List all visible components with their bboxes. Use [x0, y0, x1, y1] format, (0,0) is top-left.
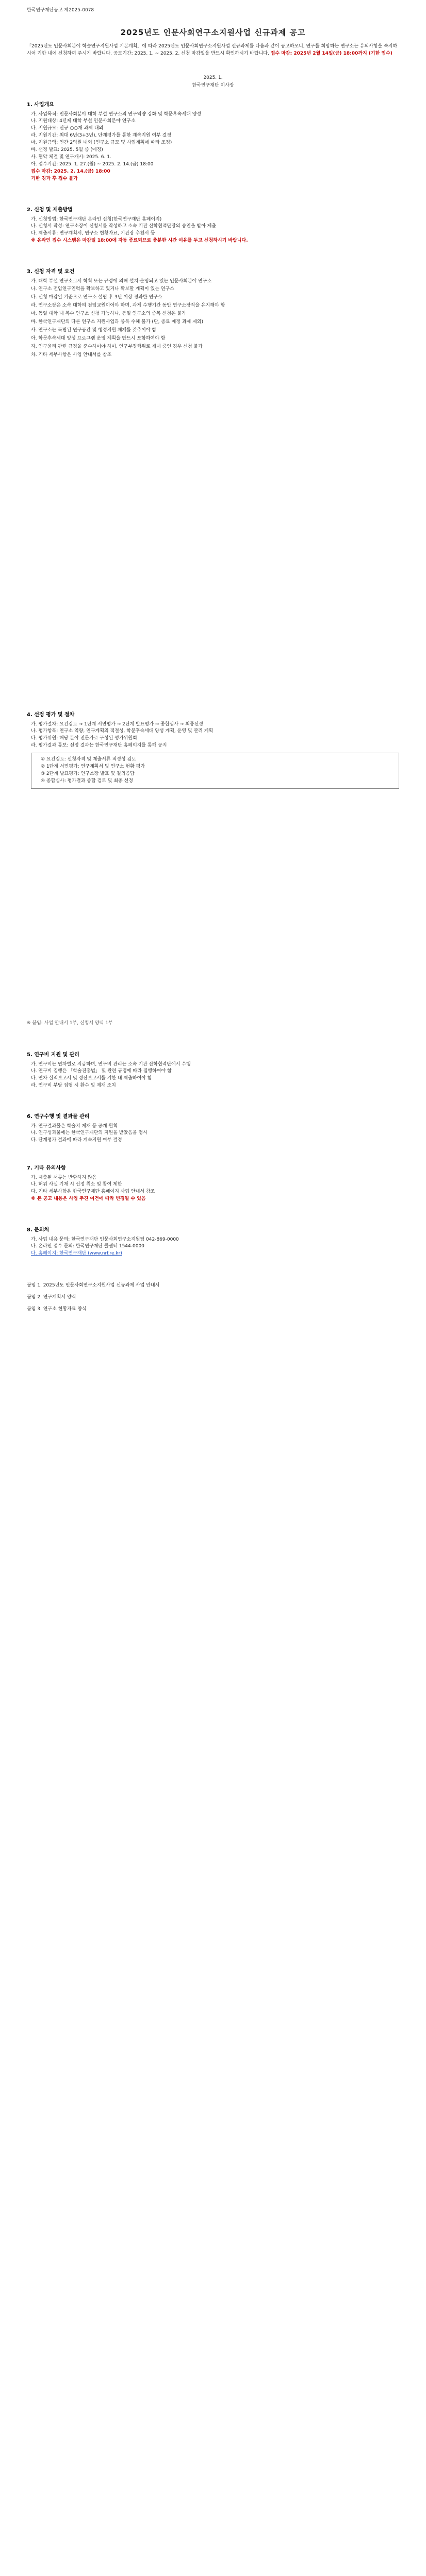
- section-line: 라. 평가결과 통보: 선정 결과는 한국연구재단 홈페이지를 통해 공지: [31, 743, 167, 749]
- section-line: 가. 사업목적: 인문사회분야 대학 부설 연구소의 연구역량 강화 및 학문후속세대 양성: [31, 111, 202, 117]
- section-line: 라. 지원기간: 최대 6년(3+3년), 단계평가를 통한 계속지원 여부 결정: [31, 133, 172, 139]
- section-title: 7. 기타 유의사항: [27, 1165, 66, 1171]
- section-evaluation: [27, 711, 399, 791]
- section-title: 6. 연구수행 및 결과물 관리: [27, 1114, 90, 1120]
- section-line: 다. 연차 실적보고서 및 정산보고서를 기한 내 제출하여야 함: [31, 1076, 152, 1081]
- section-results: [27, 1113, 399, 1144]
- issue-date-block: [0, 74, 426, 90]
- section-line: 다. 평가위원: 해당 분야 전문가로 구성된 평가위원회: [31, 736, 137, 741]
- evaluation-step: ① 요건검토: 신청자격 및 제출서류 적정성 검토: [41, 757, 136, 762]
- section-line: 바. 선정 발표: 2025. 5월 중 (예정): [31, 147, 103, 153]
- section-title: 5. 연구비 지원 및 관리: [27, 1052, 79, 1058]
- section-line: 다. 단계평가 결과에 따라 계속지원 여부 결정: [31, 1138, 122, 1143]
- section-eligibility: [27, 268, 399, 360]
- issue-date: 2025. 1.: [203, 75, 223, 80]
- section-line: 가. 연구비는 연차별로 지급하며, 연구비 관리는 소속 기관 산학협력단에서 수행: [31, 1061, 191, 1067]
- section-line: 라. 연구비 부당 집행 시 환수 및 제재 조치: [31, 1083, 116, 1089]
- section-paragraph: 자. 연구윤리 관련 규정을 준수하여야 하며, 연구부정행위로 제재 중인 경우 신청 불가: [31, 344, 203, 349]
- section-line: 가. 연구결과물은 학술지 게재 등 공개 원칙: [31, 1123, 118, 1129]
- section-line: 마. 지원금액: 연간 2억원 내외 (연구소 규모 및 사업계획에 따라 조정): [31, 140, 172, 146]
- intro-paragraph: [27, 43, 398, 58]
- section-title: 2. 신청 및 제출방법: [27, 207, 73, 213]
- section-paragraph: 다. 신청 마감일 기준으로 연구소 설립 후 3년 이상 경과한 연구소: [31, 295, 162, 300]
- evaluation-steps-box: [31, 753, 399, 789]
- attachment-note: ※ 붙임: 사업 안내서 1부, 신청서 양식 1부: [27, 1021, 113, 1026]
- page-title: 2025년도 인문사회연구소지원사업 신규과제 공고: [120, 28, 306, 37]
- section-paragraph: 사. 연구소는 독립된 연구공간 및 행정지원 체계를 갖추어야 함: [31, 328, 157, 333]
- section-title: 8. 문의처: [27, 1227, 50, 1233]
- attachments-list: [27, 1278, 399, 1318]
- evaluation-step: ② 1단계 서면평가: 연구계획서 및 연구소 현황 평가: [41, 764, 145, 770]
- section-line: 나. 허위 사실 기재 시 선정 취소 및 참여 제한: [31, 1182, 122, 1188]
- attachment-item: 붙임 1. 2025년도 인문사회연구소지원사업 신규과제 사업 안내서: [27, 1283, 160, 1288]
- section-line: 나. 지원대상: 4년제 대학 부설 인문사회분야 연구소: [31, 118, 136, 124]
- section-line: 나. 신청서 작성: 연구소장이 신청서를 작성하고 소속 기관 산학협력단장의 승인을 받아 제출: [31, 224, 217, 229]
- section-paragraph: 마. 동일 대학 내 복수 연구소 신청 가능하나, 동일 연구소의 중복 신청은 불가: [31, 311, 186, 317]
- section-line: 나. 평가항목: 연구소 역량, 연구계획의 적절성, 학문후속세대 양성 계획, 운영 및 관리 계획: [31, 728, 214, 734]
- document-number: 한국연구재단공고 제2025-0078: [27, 8, 94, 13]
- section-line: 나. 연구비 집행은 「학술진흥법」 및 관련 규정에 따라 집행하여야 함: [31, 1069, 172, 1074]
- section-paragraph: 바. 한국연구재단의 다른 연구소 지원사업과 중복 수혜 불가 (단, 종료 예정 과제 제외): [31, 319, 203, 325]
- intro-text: 「2025년도 인문사회분야 학술연구지원사업 기본계획」에 따라 2025년도 인문사회연구소지원사업 신규과제를 다음과 같이 공고하오니, 연구를 희망하는 연구소는 유의사항을 숙지하시어 기한 내에 신청하여 주시기 바랍니다. 공모기간: 2025. 1. ~ 2025. 2. 신청 마감일을 반드시 확인하시기 바랍니다.: [27, 44, 398, 56]
- section-title: 4. 선정 평가 및 절차: [27, 712, 75, 718]
- section-contact: [27, 1226, 399, 1258]
- section-line: 다. 지원규모: 신규 ○○개 과제 내외: [31, 126, 104, 131]
- section-line: 아. 접수기간: 2025. 1. 27.(월) ~ 2025. 2. 14.(금) 18:00: [31, 162, 154, 167]
- attachment-item: 붙임 2. 연구계획서 양식: [27, 1294, 76, 1300]
- section-line: 가. 평가절차: 요건검토 → 1단계 서면평가 → 2단계 발표평가 → 종합심사 → 최종선정: [31, 721, 203, 727]
- section-notes: [27, 1164, 399, 1203]
- section-application: [27, 206, 399, 245]
- evaluation-step: ③ 2단계 발표평가: 연구소장 발표 및 질의응답: [41, 771, 135, 777]
- deadline-highlight: 기한 경과 후 접수 불가: [31, 176, 78, 181]
- evaluation-step: ④ 종합심사: 평가결과 종합 검토 및 최종 선정: [41, 778, 133, 784]
- section-line: 다. 제출서류: 연구계획서, 연구소 현황자료, 기관장 추천서 등: [31, 231, 155, 236]
- attachment-item: 붙임 3. 연구소 현황자료 양식: [27, 1306, 87, 1312]
- section-note: ※ 온라인 접수 시스템은 마감일 18:00에 자동 종료되므로 충분한 시간 여유를 두고 신청하시기 바랍니다.: [31, 238, 248, 244]
- section-paragraph: 아. 학문후속세대 양성 프로그램 운영 계획을 반드시 포함하여야 함: [31, 336, 166, 342]
- issuer-name: 한국연구재단 이사장: [192, 83, 234, 89]
- section-note: ※ 본 공고 내용은 사업 추진 여건에 따라 변경될 수 있음: [31, 1196, 146, 1202]
- section-funding: [27, 1051, 399, 1090]
- deadline-highlight: 접수 마감: 2025. 2. 14.(금) 18:00: [31, 169, 110, 174]
- section-line: 나. 연구성과물에는 한국연구재단의 지원을 받았음을 명시: [31, 1130, 148, 1136]
- intro-deadline-highlight: 접수 마감: 2025년 2월 14일(금) 18:00까지 (기한 엄수): [270, 50, 392, 56]
- section-line: 가. 신청방법: 한국연구재단 온라인 신청(한국연구재단 홈페이지): [31, 216, 162, 222]
- section-line: 나. 온라인 접수 문의: 한국연구재단 콜센터 1544-0000: [31, 1244, 144, 1249]
- section-title: 3. 신청 자격 및 요건: [27, 269, 75, 275]
- section-paragraph: 나. 연구소 전임연구인력을 확보하고 있거나 확보할 계획이 있는 연구소: [31, 286, 174, 292]
- section-paragraph: 라. 연구소장은 소속 대학의 전임교원이어야 하며, 과제 수행기간 동안 연구소장직을 유지해야 함: [31, 303, 225, 309]
- section-overview: [27, 101, 399, 183]
- section-line: 가. 제출된 서류는 반환하지 않음: [31, 1175, 97, 1180]
- section-paragraph: 가. 대학 부설 연구소로서 학칙 또는 규정에 의해 설치·운영되고 있는 인문사회분야 연구소: [31, 278, 212, 284]
- section-line: 가. 사업 내용 문의: 한국연구재단 인문사회연구소지원팀 042-869-0000: [31, 1236, 179, 1242]
- section-line: 사. 협약 체결 및 연구개시: 2025. 6. 1.: [31, 155, 111, 160]
- section-paragraph: 차. 기타 세부사항은 사업 안내서를 참조: [31, 352, 112, 358]
- homepage-link[interactable]: 다. 홈페이지: 한국연구재단 (www.nrf.re.kr): [31, 1251, 122, 1257]
- section-line: 다. 기타 세부사항은 한국연구재단 홈페이지 사업 안내서 참조: [31, 1189, 155, 1195]
- section-title: 1. 사업개요: [27, 102, 54, 108]
